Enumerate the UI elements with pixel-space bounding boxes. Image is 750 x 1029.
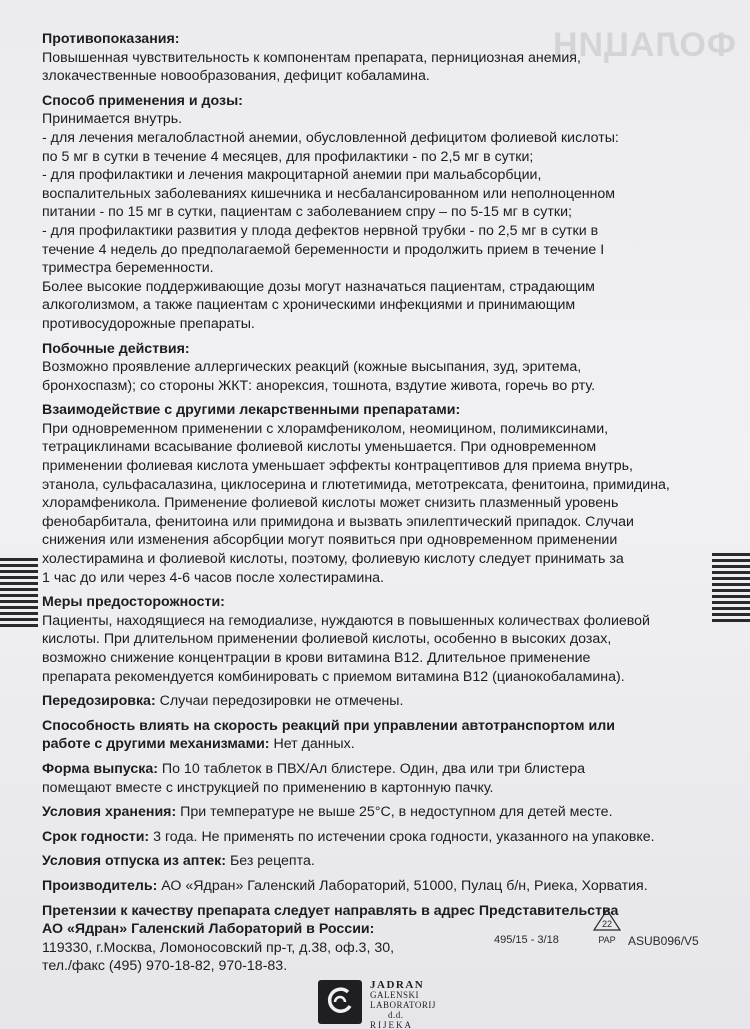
- heading-form: Форма выпуска:: [42, 760, 158, 777]
- form-text: По 10 таблеток в ПВХ/Ал блистере. Один, два или три блистера: [157, 760, 585, 777]
- logo-line: LABORATORIJ: [370, 1000, 436, 1010]
- heading-side-effects: Побочные действия:: [42, 340, 190, 357]
- text-line: питании - по 15 мг в сутки, пациентам с заболеванием спру – по 5-15 мг в сутки;: [42, 204, 572, 221]
- text-line: Более высокие поддерживающие дозы могут назначаться пациентам, страдающим: [42, 278, 595, 295]
- text-line: 119330, г.Москва, Ломоносовский пр-т, д.38, оф.3, 30,: [42, 939, 395, 956]
- recycle-label: PAP: [598, 935, 616, 945]
- section-dosage: [42, 92, 702, 334]
- recycle-symbol: [592, 908, 622, 945]
- text-line: снижения или изменения абсорбции могут появиться при одновременном применении: [42, 532, 618, 549]
- text-line: злокачественные новообразования, дефицит кобаламина.: [42, 68, 430, 85]
- text-line: При одновременном применении с хлорамфениколом, неомицином, полимиксинами,: [42, 420, 609, 437]
- text-line: фенобарбитала, фенитоина или примидона и вызвать эпилептический припадок. Случаи: [42, 513, 634, 530]
- section-side-effects: [42, 340, 702, 396]
- text-line: тел./факс (495) 970-18-82, 970-18-83.: [42, 958, 288, 975]
- text-line: по 5 мг в сутки в течение 4 месяцев, для профилактики - по 2,5 мг в сутки;: [42, 148, 534, 165]
- manufacturer-line: [42, 877, 702, 896]
- leaflet-text: [42, 30, 702, 982]
- text-line: Возможно проявление аллергических реакций (кожные высыпания, зуд, эритема,: [42, 359, 582, 376]
- manufacturer-text: АО «Ядран» Галенский Лабораторий, 51000, Пулац б/н, Риека, Хорватия.: [157, 877, 648, 894]
- section-overdose: [42, 692, 702, 711]
- section-storage: [42, 803, 702, 822]
- text-line: препарата рекомендуется комбинировать с приемом витамина В12 (цианокобаламина).: [42, 668, 625, 685]
- heading-dispense: Условия отпуска из аптек:: [42, 853, 227, 870]
- text-line: - для лечения мегалобластной анемии, обусловленной дефицитом фолиевой кислоты:: [42, 129, 619, 146]
- heading-overdose: Передозировка:: [42, 693, 156, 710]
- ghost-title-bleedthrough: ФОЛАЦИН: [552, 26, 736, 64]
- overdose-line: [42, 692, 702, 711]
- section-contraindications: [42, 30, 702, 86]
- section-precautions: [42, 593, 702, 686]
- section-form: [42, 760, 702, 797]
- heading-manufacturer: Производитель:: [42, 877, 158, 894]
- logo-line: RIJEKA: [370, 1020, 413, 1029]
- heading-driving-cont: работе с другими механизмами:: [42, 736, 270, 753]
- text-line: Пациенты, находящиеся на гемодиализе, нуждаются в повышенных количествах фолиевой: [42, 612, 650, 629]
- storage-text: При температуре не выше 25°С, в недоступном для детей месте.: [176, 804, 613, 821]
- text-line: холестирамина и фолиевой кислоты, поэтому, фолиевую кислоту следует принимать за: [42, 551, 624, 568]
- heading-precautions: Меры предосторожности:: [42, 594, 225, 611]
- heading-contraindications: Противопоказания:: [42, 31, 180, 47]
- batch-code: 495/15 - 3/18: [494, 934, 559, 946]
- text-line: хлорамфеникола. Применение фолиевой кислоты может снизить плазменный уровень: [42, 495, 619, 512]
- form-line: [42, 760, 702, 779]
- heading-dosage: Способ применения и дозы:: [42, 92, 243, 109]
- heading-interactions: Взаимодействие с другими лекарственными препаратами:: [42, 402, 461, 419]
- storage-line: [42, 803, 702, 822]
- text-line: противосудорожные препараты.: [42, 315, 255, 332]
- driving-text: Нет данных.: [269, 736, 355, 753]
- text-line: воспалительных заболеваниях кишечника и несбалансированном или неполноценном: [42, 185, 616, 202]
- text-line: - для профилактики и лечения макроцитарной анемии при мальабсорбции,: [42, 167, 542, 184]
- heading-shelf-life: Срок годности:: [42, 828, 150, 845]
- overdose-text: Случаи передозировки не отмечены.: [155, 693, 404, 710]
- heading-driving: Способность влиять на скорость реакций при управлении автотранспортом или: [42, 717, 615, 734]
- section-driving: [42, 717, 702, 754]
- section-interactions: [42, 401, 702, 587]
- text-line: бронхоспазм); со стороны ЖКТ: анорексия, тошнота, вздутие живота, горечь во рту.: [42, 377, 596, 394]
- text-line: Принимается внутрь.: [42, 111, 183, 128]
- logo-text: [370, 980, 436, 1029]
- text-line: помещают вместе с инструкцией по применению в картонную пачку.: [42, 779, 494, 796]
- jadran-logo: [318, 978, 448, 1029]
- section-manufacturer: [42, 877, 702, 896]
- heading-claims-cont: АО «Ядран» Галенский Лабораторий в России:: [42, 921, 375, 938]
- section-dispense: [42, 852, 702, 871]
- text-line: возможно снижение концентрации в крови витамина В12. Длительное применение: [42, 650, 591, 666]
- right-edge-marks: [712, 553, 750, 625]
- dispense-text: Без рецепта.: [226, 853, 315, 870]
- section-shelf-life: [42, 828, 702, 847]
- shelf-text: 3 года. Не применять по истечении срока годности, указанного на упаковке.: [149, 828, 655, 845]
- text-line: течение 4 недель до предполагаемой беременности и продолжить прием в течение I: [42, 241, 605, 258]
- logo-line: GALENSKI: [370, 990, 419, 1000]
- text-line: тетрациклинами всасывание фолиевой кислоты уменьшается. При одновременном: [42, 439, 597, 456]
- text-line: применении фолиевая кислота уменьшает эффекты контрацептивов для приема внутрь,: [42, 458, 633, 475]
- left-edge-marks: [0, 558, 38, 630]
- shelf-line: [42, 828, 702, 847]
- text-line: 1 час до или через 4-6 часов после холестирамина.: [42, 569, 384, 586]
- driving-line: [42, 735, 702, 754]
- dispense-line: [42, 852, 702, 871]
- text-line: алкоголизмом, а также пациентам с хроническими инфекциями и принимающим: [42, 297, 576, 314]
- jadran-logo-mark-icon: [318, 980, 362, 1024]
- recycle-icon: [592, 908, 622, 932]
- text-line: кислоты. При длительном применении фолиевой кислоты, особенно в высоких дозах,: [42, 631, 612, 648]
- recycle-number: 22: [601, 919, 613, 929]
- asub-code: ASUB096/V5: [628, 934, 699, 948]
- text-line: триместра беременности.: [42, 260, 214, 277]
- logo-brand: JADRAN: [370, 979, 425, 991]
- text-line: этанола, сульфасалазина, циклосерина и глютетимида, метотрексата, фенитоина, примидина,: [42, 476, 670, 493]
- text-line: Повышенная чувствительность к компонентам препарата, пернициозная анемия,: [42, 49, 581, 66]
- logo-line: d.d.: [388, 1010, 404, 1020]
- heading-storage: Условия хранения:: [42, 804, 177, 821]
- text-line: - для профилактики развития у плода дефектов нервной трубки - по 2,5 мг в сутки в: [42, 222, 599, 239]
- heading-claims: Претензии к качеству препарата следует направлять в адрес Представительства: [42, 902, 619, 919]
